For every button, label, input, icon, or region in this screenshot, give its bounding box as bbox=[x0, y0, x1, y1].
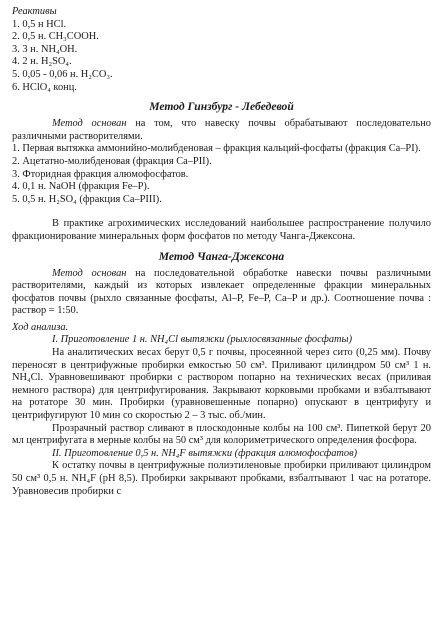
fraction-item: 2. Ацетатно-молибденовая (фракция Ca–PII). bbox=[12, 155, 212, 167]
step2-title: II. Приготовление 0,5 н. NH₄F вытяжки (фракция алюмофосфатов) bbox=[52, 447, 358, 459]
fraction-item: 5. 0,5 н. H₂SO₄ (фракция Ca–PIII). bbox=[12, 193, 162, 205]
ginzburg-heading: Метод Гинзбург - Лебедевой bbox=[149, 100, 294, 114]
ginzburg-fractions-list bbox=[12, 143, 431, 206]
practice-note: В практике агрохимических исследований наибольшее распространение получило фракционирование минеральных форм фосфатов по методу Чанга-Джексона. bbox=[12, 218, 431, 242]
reagent-item: 2. 0,5 н. CH₃COOH. bbox=[12, 31, 99, 43]
step2-paragraph-1: К остатку почвы в центрифужные полиэтиленовые пробирки приливают цилиндром 50 см³ 0,5 н. NH₄F (рН 8,5). Пробирки закрывают пробками, взбалтывают 1 час на ротаторе. Уравновесив пробирки с bbox=[12, 460, 431, 497]
chang-heading: Метод Чанга-Джексона bbox=[158, 249, 285, 263]
reagent-item: 1. 0,5 н HCl. bbox=[12, 18, 67, 30]
ginzburg-intro bbox=[12, 118, 431, 143]
reagent-item: 3. 3 н. NH₄OH. bbox=[12, 43, 78, 55]
step1-paragraph-2: Прозрачный раствор сливают в плоскодонные колбы на 100 см³. Пипеткой берут 20 мл центрифугата в мерные колбы на 50 см³ для колориметрического определения фосфора. bbox=[12, 422, 431, 447]
step1-title: I. Приготовление 1 н. NH₄Cl вытяжки (рыхлосвязанные фосфаты) bbox=[52, 334, 353, 346]
fraction-item: 3. Фторидная фракция алюмофосфатов. bbox=[12, 168, 189, 180]
fraction-item: 1. Первая вытяжка аммонийно-молибденовая – фракция кальций-фосфаты (фракция Ca–PI). bbox=[12, 143, 421, 155]
chang-intro-text: на последовательной обработке навески почвы различными растворителями, каждый из которых извлекает определенные фракции минеральных фосфатов почвы (рыхло связанные фосфаты, Al–P, Fe–P, Ca–P и др.). Соотношение почва : раствор = 1:50. bbox=[12, 267, 431, 317]
reagent-item: 5. 0,05 - 0,06 н. H₂CO₃. bbox=[12, 68, 113, 80]
reagent-item: 6. HClO₄ конц. bbox=[12, 81, 77, 93]
chang-intro bbox=[12, 268, 431, 318]
reagents-list bbox=[12, 19, 431, 95]
fraction-item: 4. 0,1 н. NaOH (фракция Fe–P). bbox=[12, 181, 150, 193]
chang-intro-term: Метод основан bbox=[52, 267, 127, 279]
ginzburg-intro-term: Метод основан bbox=[52, 118, 127, 130]
ginzburg-intro-text: на том, что навеску почвы обрабатывают последовательно различными растворителями. bbox=[12, 118, 431, 142]
reagent-item: 4. 2 н. H₂SO₄. bbox=[12, 56, 72, 68]
reagents-title: Реактивы bbox=[12, 6, 57, 17]
analysis-label: Ход анализа. bbox=[12, 321, 69, 333]
step1-paragraph-1: На аналитических весах берут 0,5 г почвы, просеянной через сито (0,25 мм). Почву переносят в центрифужные пробирки емкостью 50 см³. Приливают цилиндром 50 см³ 1 н. NH₄Cl. Уравновешивают пробирки с раствором попарно на технических весах (приливая немного раствора) для центрифугирования. Закрывают корковыми пробками и взбалтывают на ротаторе 30 мин. Пробирки (уравновешенные попарно) опускают в центрифугу и центрифугируют 10 мин со скоростью 2 – 3 тыс. об./мин. bbox=[12, 347, 431, 422]
